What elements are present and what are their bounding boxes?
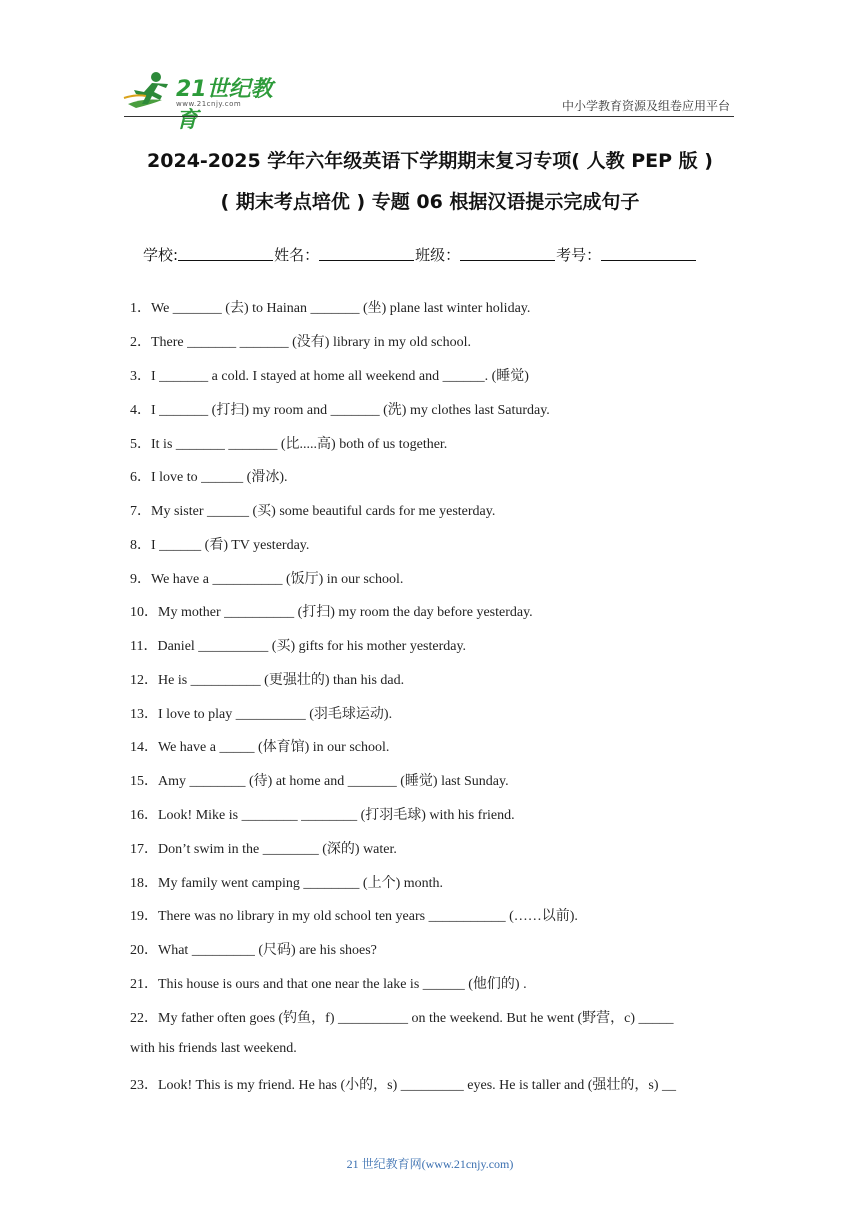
number-label: 考号： — [556, 246, 602, 264]
question-10: 10．My mother __________ (打扫) my room the day before yesterday. — [130, 605, 533, 620]
question-19: 19．There was no library in my old school ten years ___________ (……以前). — [130, 909, 578, 924]
question-3: 3．I _______ a cold. I stayed at home all weekend and ______. (睡觉) — [130, 369, 529, 384]
question-4: 4．I _______ (打扫) my room and _______ (洗) my clothes last Saturday. — [130, 403, 550, 418]
question-21: 21．This house is ours and that one near the lake is ______ (他们的) . — [130, 977, 527, 992]
school-label: 学校: — [143, 246, 179, 264]
platform-label: 中小学教育资源及组卷应用平台 — [561, 99, 730, 113]
name-label: 姓名： — [274, 246, 320, 264]
class-blank[interactable] — [460, 244, 555, 261]
question-12: 12．He is __________ (更强壮的) than his dad. — [130, 673, 405, 688]
logo-url: www.21cnjy.com — [176, 100, 242, 108]
question-15: 15．Amy ________ (待) at home and _______ (睡觉) last Sunday. — [130, 774, 509, 789]
logo — [122, 70, 292, 133]
question-5: 5．It is _______ _______ (比.....高) both of us together. — [130, 437, 448, 452]
question-14: 14．We have a _____ (体育馆) in our school. — [130, 740, 390, 755]
question-8: 8．I ______ (看) TV yesterday. — [130, 538, 310, 553]
question-17: 17．Don’t swim in the ________ (深的) water. — [130, 842, 397, 857]
question-13: 13．I love to play __________ (羽毛球运动). — [130, 707, 393, 722]
class-label: 班级： — [415, 246, 461, 264]
header-divider — [124, 116, 734, 117]
footer-link[interactable]: 21 世纪教育网(www.21cnjy.com) — [346, 1157, 514, 1171]
school-blank[interactable] — [178, 244, 273, 261]
question-16: 16．Look! Mike is ________ ________ (打羽毛球) with his friend. — [130, 808, 515, 823]
question-22: 22．My father often goes (钓鱼，f) __________ on the weekend. But he went (野营，c) _____ — [130, 1011, 674, 1026]
question-11: 11．Daniel __________ (买) gifts for his mother yesterday. — [130, 639, 467, 654]
question-2: 2．There _______ _______ (没有) library in my old school. — [130, 335, 472, 350]
student-info — [143, 244, 697, 265]
question-1: 1．We _______ (去) to Hainan _______ (坐) plane last winter holiday. — [130, 301, 531, 316]
question-20: 20．What _________ (尺码) are his shoes? — [130, 943, 377, 958]
question-6: 6．I love to ______ (滑冰). — [130, 470, 288, 485]
question-23: 23．Look! This is my friend. He has (小的，s) _________ eyes. He is taller and (强壮的，s) __ — [130, 1078, 677, 1093]
page-title: 2024-2025 学年六年级英语下学期期末复习专项( 人教 PEP 版 ) — [147, 150, 713, 172]
logo-text: 21世纪教育 — [176, 77, 273, 133]
number-blank[interactable] — [601, 244, 696, 261]
question-9: 9．We have a __________ (饭厅) in our school. — [130, 572, 404, 587]
question-7: 7．My sister ______ (买) some beautiful cards for me yesterday. — [130, 504, 496, 519]
name-blank[interactable] — [319, 244, 414, 261]
runner-logo-icon — [122, 70, 174, 114]
page-subtitle: ( 期末考点培优 ) 专题 06 根据汉语提示完成句子 — [220, 191, 640, 213]
question-22-continued: with his friends last weekend. — [130, 1041, 297, 1056]
question-18: 18．My family went camping ________ (上个) month. — [130, 876, 444, 891]
